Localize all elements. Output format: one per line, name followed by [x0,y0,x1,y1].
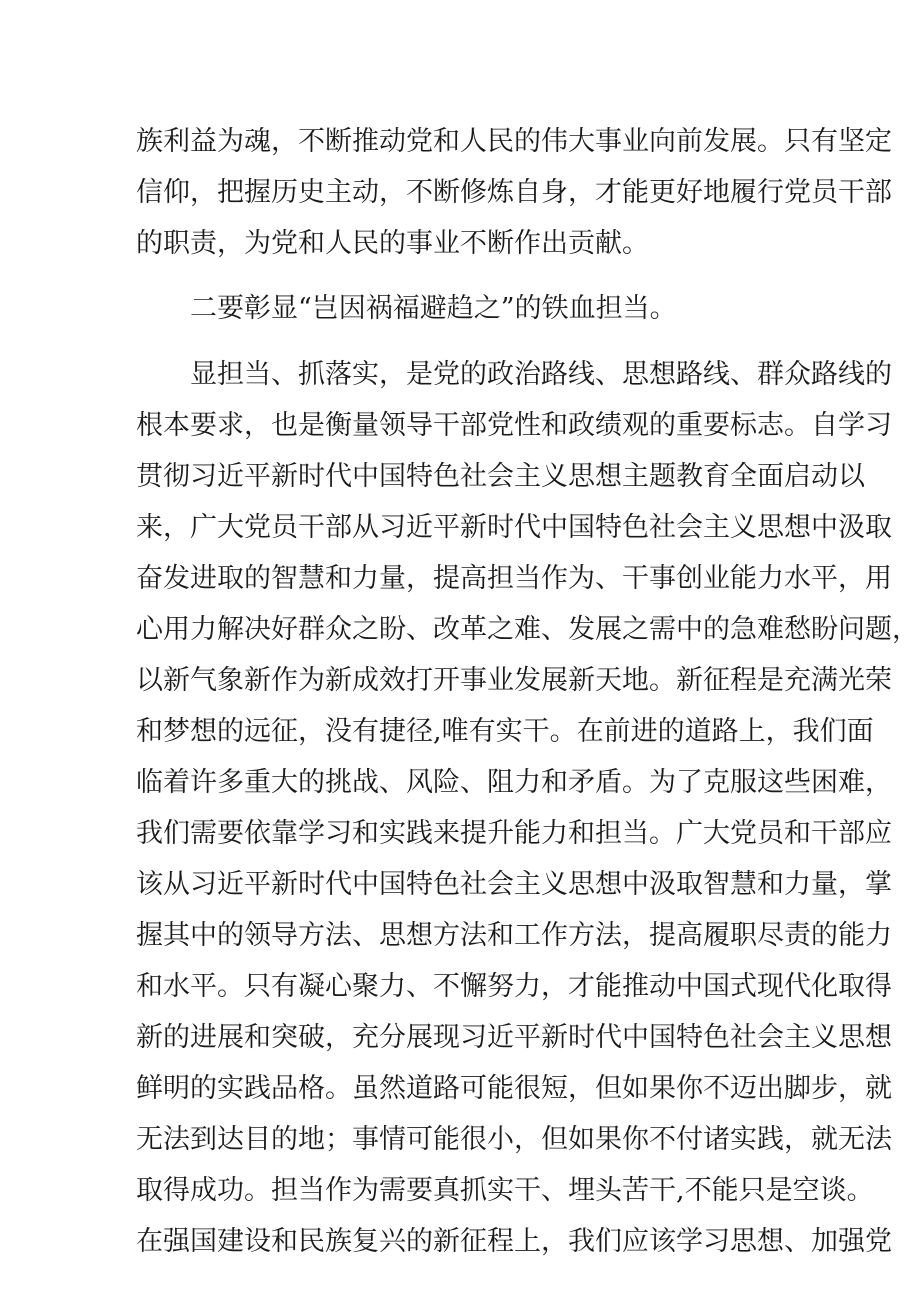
text-line: 和水平。只有凝心聚力、不懈努力，才能推动中国式现代化取得 [136,971,892,1002]
text-line: 和梦想的远征，没有捷径,唯有实干。在前进的道路上，我们面 [136,716,874,747]
text-line: 贯彻习近平新时代中国特色社会主义思想主题教育全面启动以 [136,461,865,492]
text-line: 显担当、抓落实，是党的政治路线、思想路线、群众路线的 [190,359,892,390]
text-line: 无法到达目的地；事情可能很小，但如果你不付诸实践，就无法 [136,1124,892,1155]
body-paragraph [136,349,919,1267]
text-line: 新的进展和突破，充分展现习近平新时代中国特色社会主义思想 [136,1022,892,1053]
text-line: 的职责，为党和人民的事业不断作出贡献。 [136,228,649,259]
text-line: 鲜明的实践品格。虽然道路可能很短，但如果你不迈出脚步，就 [136,1073,892,1104]
text-line: 该从习近平新时代中国特色社会主义思想中汲取智慧和力量，掌 [136,869,892,900]
section-heading: 二要彰显“岂因祸福避趋之”的铁血担当。 [190,293,677,324]
section-heading-block [136,283,796,334]
text-line: 握其中的领导方法、思想方法和工作方法，提高履职尽责的能力 [136,920,892,951]
text-line: 心用力解决好群众之盼、改革之难、发展之需中的急难愁盼问题， [136,614,919,645]
text-line: 信仰，把握历史主动，不断修炼自身，才能更好地履行党员干部 [136,177,892,208]
text-line: 来，广大党员干部从习近平新时代中国特色社会主义思想中汲取 [136,512,892,543]
text-line: 在强国建设和民族复兴的新征程上，我们应该学习思想、加强党 [136,1226,892,1257]
continuation-paragraph [136,116,892,269]
text-line: 族利益为魂，不断推动党和人民的伟大事业向前发展。只有坚定 [136,126,892,157]
text-line: 根本要求，也是衡量领导干部党性和政绩观的重要标志。自学习 [136,410,892,441]
text-line: 临着许多重大的挑战、风险、阻力和矛盾。为了克服这些困难， [136,767,892,798]
text-line: 取得成功。担当作为需要真抓实干、埋头苦干,不能只是空谈。 [136,1175,874,1206]
text-line: 奋发进取的智慧和力量，提高担当作为、干事创业能力水平，用 [136,563,892,594]
text-line: 我们需要依靠学习和实践来提升能力和担当。广大党员和干部应 [136,818,892,849]
text-line: 以新气象新作为新成效打开事业发展新天地。新征程是充满光荣 [136,665,892,696]
